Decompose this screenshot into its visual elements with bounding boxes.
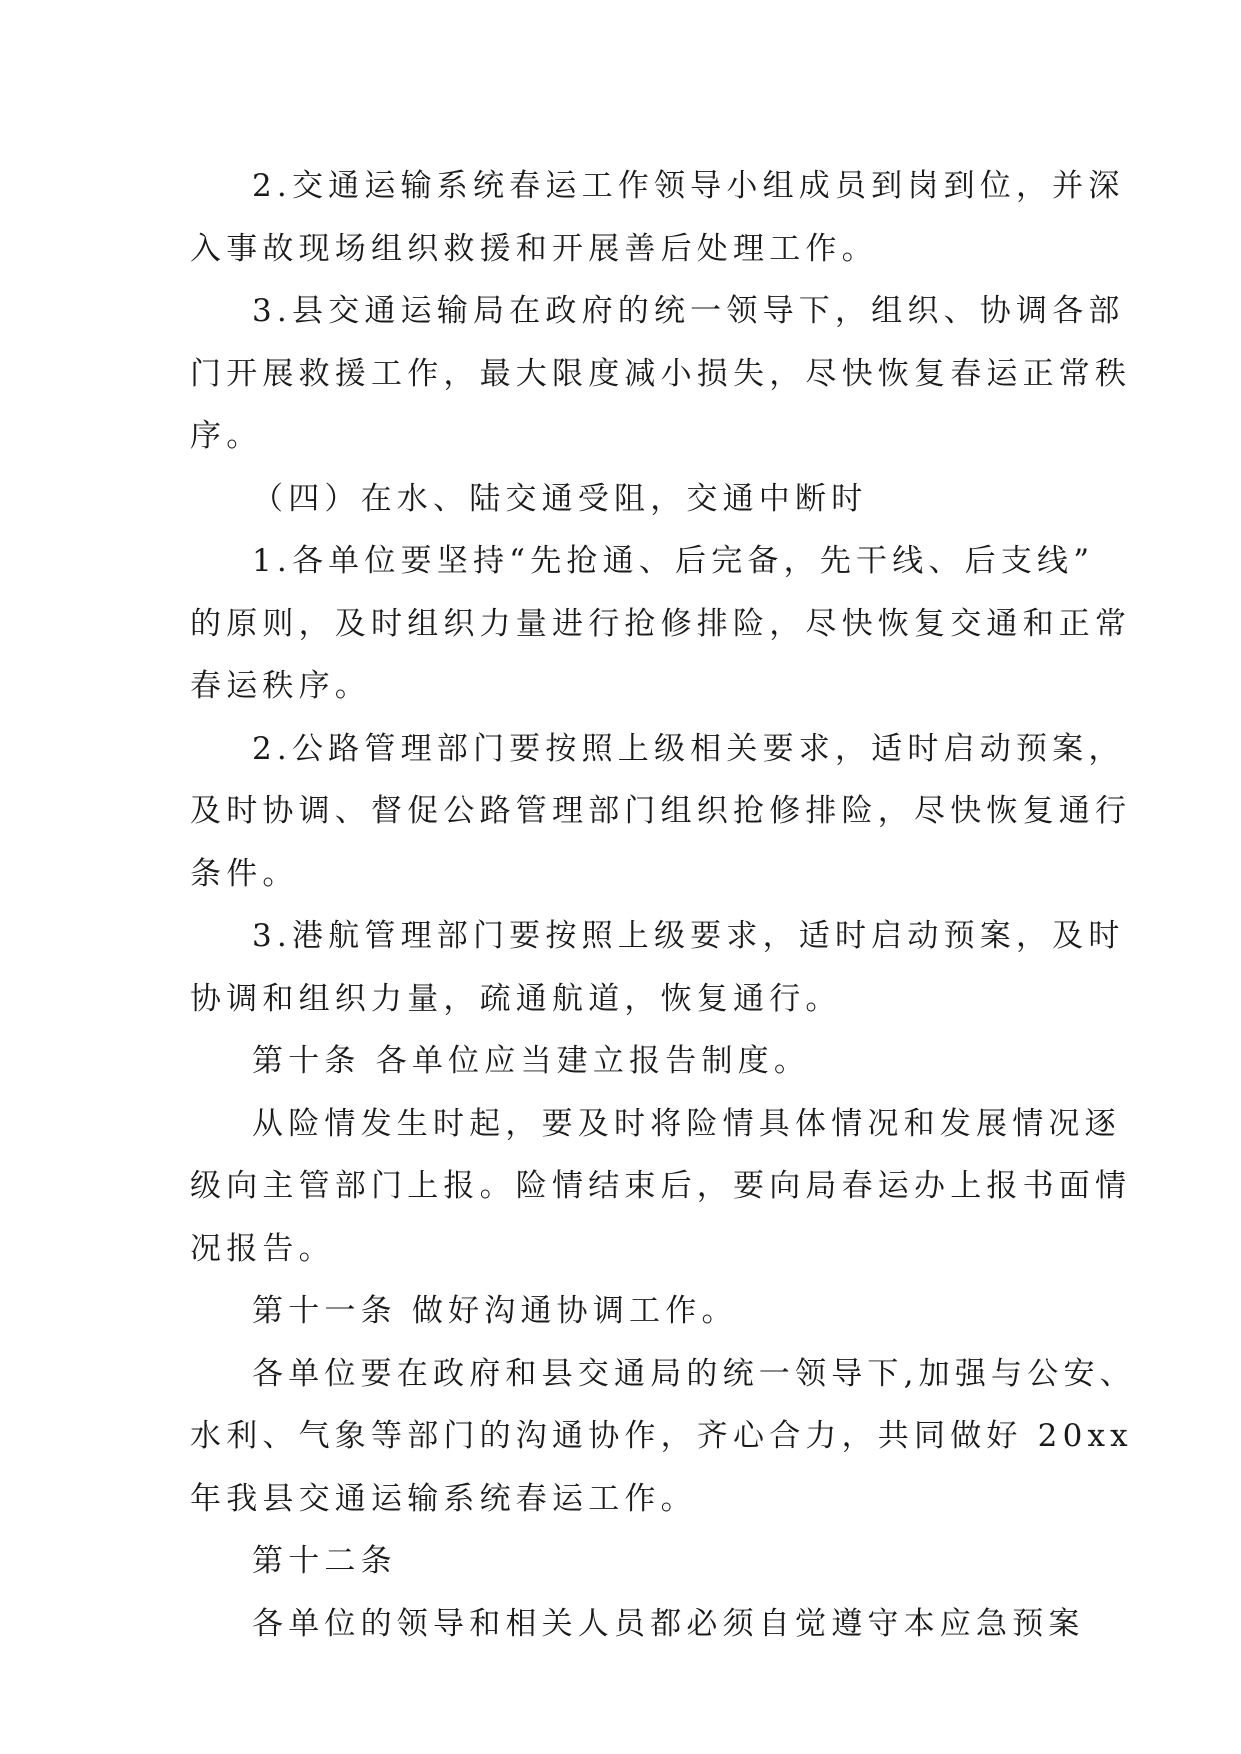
text-line: 2.交通运输系统春运工作领导小组成员到岗到位，并深 [252,168,1125,204]
text-line: 3.县交通运输局在政府的统一领导下，组织、协调各部 [252,293,1125,329]
text-line: 级向主管部门上报。险情结束后，要向局春运办上报书面情 [190,1168,1132,1204]
text-line: 况报告。 [190,1230,335,1267]
text-line: 协调和组织力量，疏通航道，恢复通行。 [190,980,842,1017]
text-line: 1.各单位要坚持“先抢通、后完备，先干线、后支线” [252,543,1095,579]
text-line: 各单位的领导和相关人员都必须自觉遵守本应急预案 [252,1605,1085,1642]
text-line: 年我县交通运输系统春运工作。 [190,1480,697,1517]
document-body [190,155,1136,1655]
text-line: 水利、气象等部门的沟通协作，齐心合力，共同做好 20xx [190,1418,1133,1454]
text-line: 门开展救援工作，最大限度减小损失，尽快恢复春运正常秩 [190,355,1132,392]
text-line: 2.公路管理部门要按照上级相关要求，适时启动预案， [252,730,1125,767]
text-line: 序。 [190,418,263,454]
text-line: 入事故现场组织救援和开展善后处理工作。 [190,230,878,267]
text-line: 春运秩序。 [190,668,371,704]
section-heading: （四）在水、陆交通受阻，交通中断时 [252,480,868,517]
text-line: 从险情发生时起，要及时将险情具体情况和发展情况逐 [252,1105,1121,1142]
text-line: 的原则，及时组织力量进行抢修排险，尽快恢复交通和正常 [190,605,1132,642]
article-heading: 第十条 各单位应当建立报告制度。 [252,1043,811,1079]
text-line: 及时协调、督促公路管理部门组织抢修排险，尽快恢复通行 [190,793,1132,829]
text-line: 3.港航管理部门要按照上级要求，适时启动预案，及时 [252,918,1125,954]
text-line: 各单位要在政府和县交通局的统一领导下,加强与公安、 [252,1355,1136,1392]
article-heading: 第十二条 [252,1543,397,1579]
article-heading: 第十一条 做好沟通协调工作。 [252,1293,738,1329]
text-line: 条件。 [190,855,299,892]
